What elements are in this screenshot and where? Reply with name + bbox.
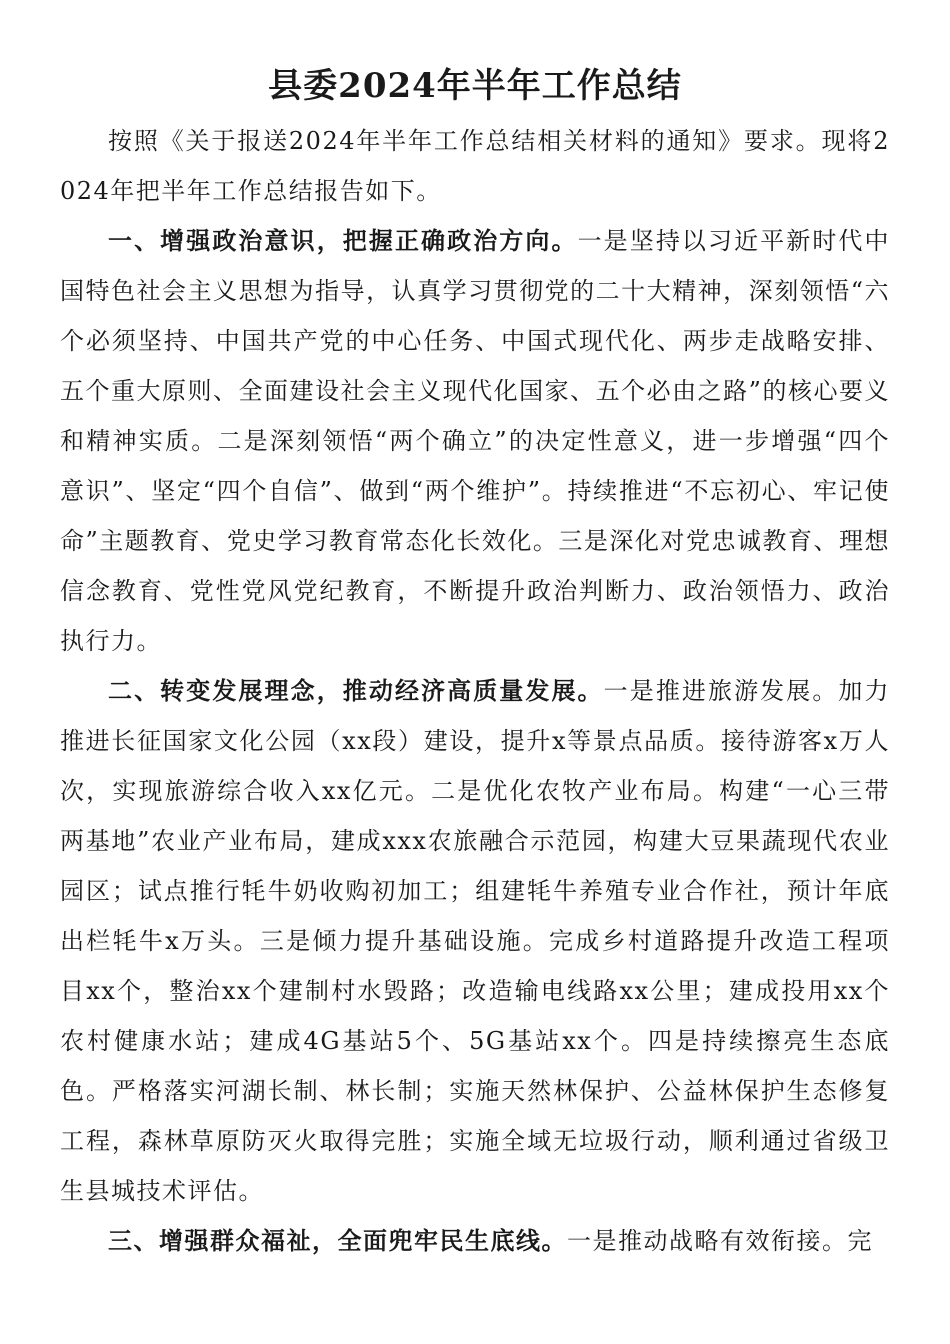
section-1-body: 一是坚持以习近平新时代中国特色社会主义思想为指导，认真学习贯彻党的二十大精神，深刻领悟“六个必须坚持、中国共产党的中心任务、中国式现代化、两步走战略安排、五个重大原则、全面建设社会主义现代化国家、五个必由之路”的核心要义和精神实质。二是深刻领悟“两个确立”的决定性意义，进一步增强“四个意识”、坚定“四个自信”、做到“两个维护”。持续推进“不忘初心、牢记使命”主题教育、党史学习教育常态化长效化。三是深化对党忠诚教育、理想信念教育、党性党风党纪教育，不断提升政治判断力、政治领悟力、政治执行力。 [60, 227, 891, 655]
section-3-paragraph [60, 1216, 890, 1266]
section-1-heading: 一、增强政治意识，把握正确政治方向。 [108, 227, 578, 255]
section-2-body: 一是推进旅游发展。加力推进长征国家文化公园（xx段）建设，提升x等景点品质。接待游客x万人次，实现旅游综合收入xx亿元。二是优化农牧产业布局。构建“一心三带两基地”农业产业布局，建成xxx农旅融合示范园，构建大豆果蔬现代农业园区；试点推行牦牛奶收购初加工；组建牦牛养殖专业合作社，预计年底出栏牦牛x万头。三是倾力提升基础设施。完成乡村道路提升改造工程项目xx个，整治xx个建制村水毁路；改造输电线路xx公里；建成投用xx个农村健康水站；建成4G基站5个、5G基站xx个。四是持续擦亮生态底色。严格落实河湖长制、林长制；实施天然林保护、公益林保护生态修复工程，森林草原防灭火取得完胜；实施全域无垃圾行动，顺利通过省级卫生县城技术评估。 [60, 677, 891, 1205]
section-3-body: 一是推动战略有效衔接。完 [567, 1227, 873, 1255]
section-2-heading: 二、转变发展理念，推动经济高质量发展。 [108, 677, 604, 705]
section-1-paragraph [60, 216, 890, 666]
intro-paragraph: 按照《关于报送2024年半年工作总结相关材料的通知》要求。现将2024年把半年工作总结报告如下。 [60, 127, 890, 205]
section-2-paragraph [60, 666, 890, 1216]
section-3-heading: 三、增强群众福祉，全面兜牢民生底线。 [108, 1227, 567, 1255]
document-title: 县委2024年半年工作总结 [268, 66, 682, 106]
document-page [60, 62, 890, 1266]
